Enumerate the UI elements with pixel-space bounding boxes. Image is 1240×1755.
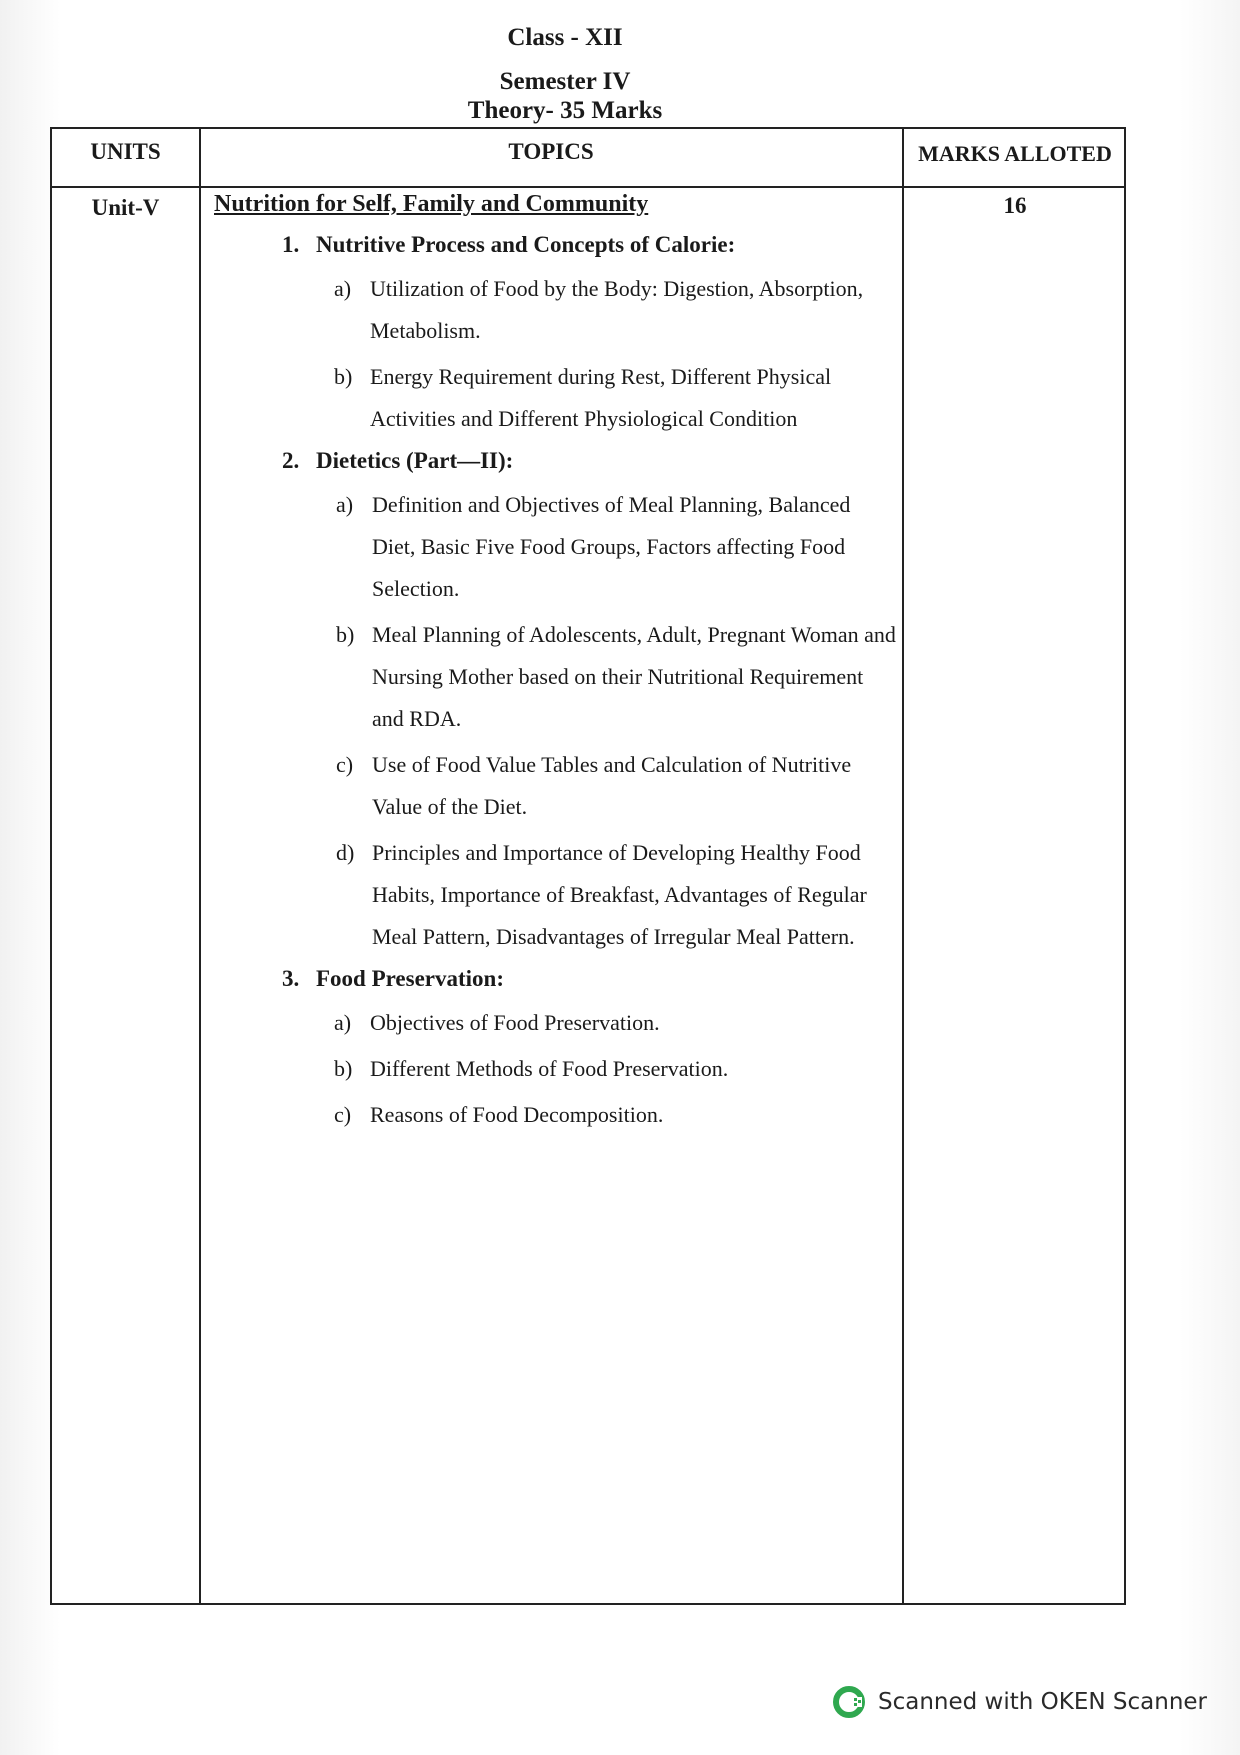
marks-value: 16 [1003,193,1027,218]
sub-item-list [336,484,898,958]
item-text: Principles and Importance of Developing Healthy Food Habits, Importance of Breakfast, Advantages of Regular Meal Pattern, Disadvantages of Irregular Meal Pattern. [372,840,867,949]
section-nutritive-process [282,232,898,440]
list-item [334,1094,898,1136]
list-item [334,1048,898,1090]
class-title: Class - XII [507,24,623,51]
sub-item-list [334,268,898,440]
section-number: 2. [282,448,300,473]
item-text: Meal Planning of Adolescents, Adult, Pregnant Woman and Nursing Mother based on their Nutritional Requirement and RDA. [372,622,896,731]
item-letter: a) [336,492,354,517]
section-title-text: Food Preservation: [316,966,505,991]
item-letter: a) [334,1010,352,1035]
sub-item-list [334,1002,898,1136]
item-text: Definition and Objectives of Meal Planning, Balanced Diet, Basic Five Food Groups, Factors affecting Food Selection. [372,492,851,601]
section-number: 3. [282,966,300,991]
column-divider [199,129,201,1603]
section-title-text: Dietetics (Part—II): [316,448,514,473]
item-letter: b) [336,622,355,647]
unit-label: Unit-V [91,195,160,220]
item-letter: d) [336,840,355,865]
header-topics: TOPICS [508,139,594,164]
semester-title: Semester IV [499,68,631,95]
section-title [282,966,898,992]
header-marks-alloted: MARKS ALLOTED [918,141,1112,166]
header-divider [52,186,1124,188]
list-item [334,1002,898,1044]
scanner-watermark [832,1682,1207,1722]
item-text: Energy Requirement during Rest, Different Physical Activities and Different Physiological Condition [370,364,832,431]
list-item [336,484,898,610]
item-text: Use of Food Value Tables and Calculation of Nutritive Value of the Diet. [372,752,852,819]
scanner-text: Scanned with OKEN Scanner [878,1689,1207,1715]
item-letter: a) [334,276,352,301]
item-letter: c) [334,1102,352,1127]
item-letter: b) [334,1056,353,1081]
section-title-text: Nutritive Process and Concepts of Calorie: [316,232,736,257]
topics-cell [212,191,898,1144]
header-units: UNITS [90,139,161,164]
item-text: Different Methods of Food Preservation. [370,1056,729,1081]
list-item [336,832,898,958]
item-letter: c) [336,752,354,777]
section-dietetics [282,448,898,958]
section-title [282,448,898,474]
theory-marks: Theory- 35 Marks [467,97,663,124]
item-text: Objectives of Food Preservation. [370,1010,660,1035]
unit-topic-title: Nutrition for Self, Family and Community [214,191,649,217]
section-food-preservation [282,966,898,1136]
column-divider [902,129,904,1603]
section-title [282,232,898,258]
section-number: 1. [282,232,300,257]
list-item [336,744,898,828]
item-text: Utilization of Food by the Body: Digestion, Absorption, Metabolism. [370,276,864,343]
item-letter: b) [334,364,353,389]
oken-logo-icon [832,1685,866,1719]
list-item [334,356,898,440]
syllabus-table [50,127,1126,1605]
item-text: Reasons of Food Decomposition. [370,1102,664,1127]
list-item [334,268,898,352]
list-item [336,614,898,740]
